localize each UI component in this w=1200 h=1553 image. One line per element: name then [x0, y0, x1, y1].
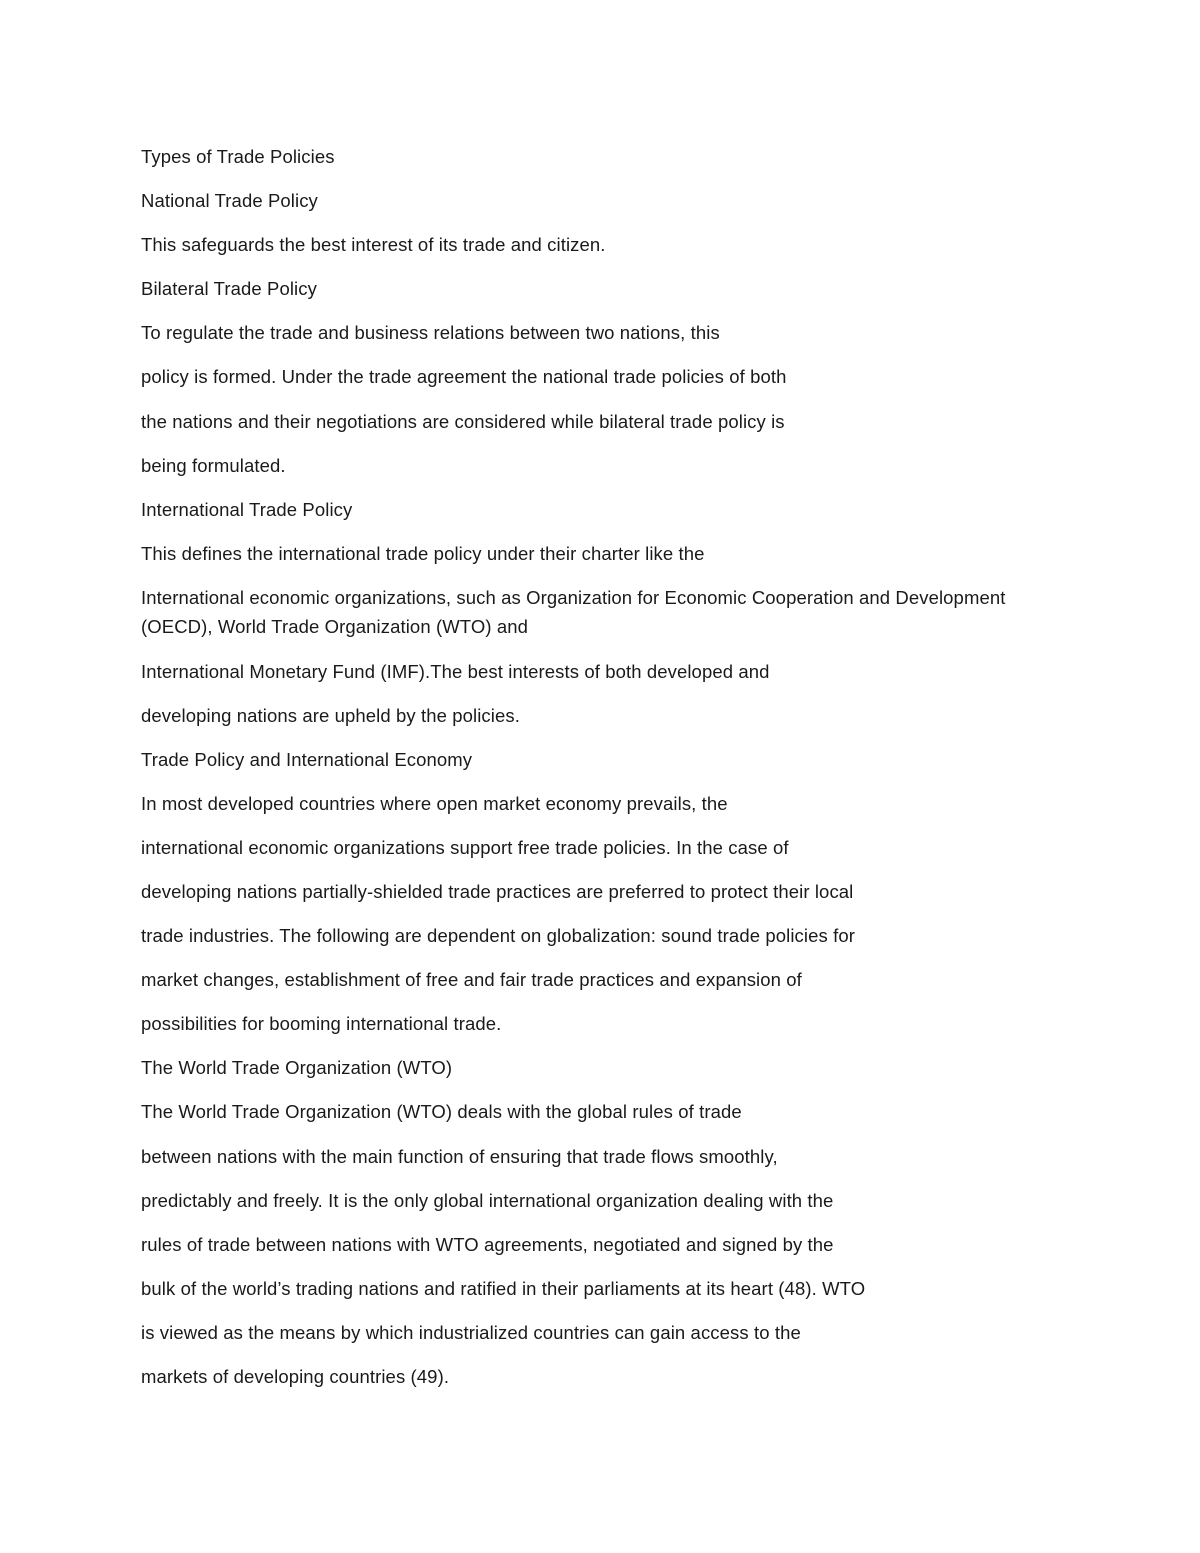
paragraph-line-wrapped: International economic organizations, such as Organization for Economic Cooperation and Development (OECD), World Trade Organization (WTO) and — [141, 586, 1006, 638]
paragraph-line: International Monetary Fund (IMF).The best interests of both developed and — [141, 660, 770, 682]
paragraph-line: policy is formed. Under the trade agreement the national trade policies of both — [141, 366, 787, 388]
paragraph-line: This defines the international trade policy under their charter like the — [141, 542, 705, 564]
paragraph-line: market changes, establishment of free and fair trade practices and expansion of — [141, 969, 802, 991]
paragraph-line: developing nations are upheld by the policies. — [141, 704, 520, 726]
paragraph-line: being formulated. — [141, 454, 286, 476]
paragraph-line: predictably and freely. It is the only global international organization dealing with the — [141, 1189, 834, 1211]
paragraph-line: developing nations partially-shielded trade practices are preferred to protect their local — [141, 881, 854, 902]
paragraph-line: rules of trade between nations with WTO agreements, negotiated and signed by the — [141, 1233, 834, 1255]
heading-national-trade-policy: National Trade Policy — [141, 190, 318, 212]
paragraph-line: is viewed as the means by which industrialized countries can gain access to the — [141, 1321, 801, 1343]
heading-international-trade-policy: International Trade Policy — [141, 498, 353, 520]
heading-trade-policy-and-international-economy: Trade Policy and International Economy — [141, 748, 473, 770]
document-body — [141, 142, 1061, 1406]
paragraph-line: To regulate the trade and business relations between two nations, this — [141, 322, 720, 344]
paragraph-line: international economic organizations support free trade policies. In the case of — [141, 836, 789, 858]
heading-world-trade-organization: The World Trade Organization (WTO) — [141, 1057, 453, 1079]
paragraph-line: markets of developing countries (49). — [141, 1366, 450, 1388]
paragraph-line: the nations and their negotiations are considered while bilateral trade policy is — [141, 410, 785, 432]
heading-types-of-trade-policies: Types of Trade Policies — [141, 146, 335, 167]
heading-bilateral-trade-policy: Bilateral Trade Policy — [141, 278, 317, 300]
paragraph-line: The World Trade Organization (WTO) deals with the global rules of trade — [141, 1101, 742, 1123]
paragraph-line: This safeguards the best interest of its trade and citizen. — [141, 234, 606, 256]
paragraph-line: In most developed countries where open market economy prevails, the — [141, 792, 728, 814]
paragraph-line: possibilities for booming international trade. — [141, 1013, 502, 1035]
paragraph-line: between nations with the main function of ensuring that trade flows smoothly, — [141, 1145, 778, 1167]
paragraph-line: trade industries. The following are dependent on globalization: sound trade policies for — [141, 925, 855, 947]
paragraph-line: bulk of the world’s trading nations and ratified in their parliaments at its heart (48). WTO — [141, 1277, 866, 1299]
